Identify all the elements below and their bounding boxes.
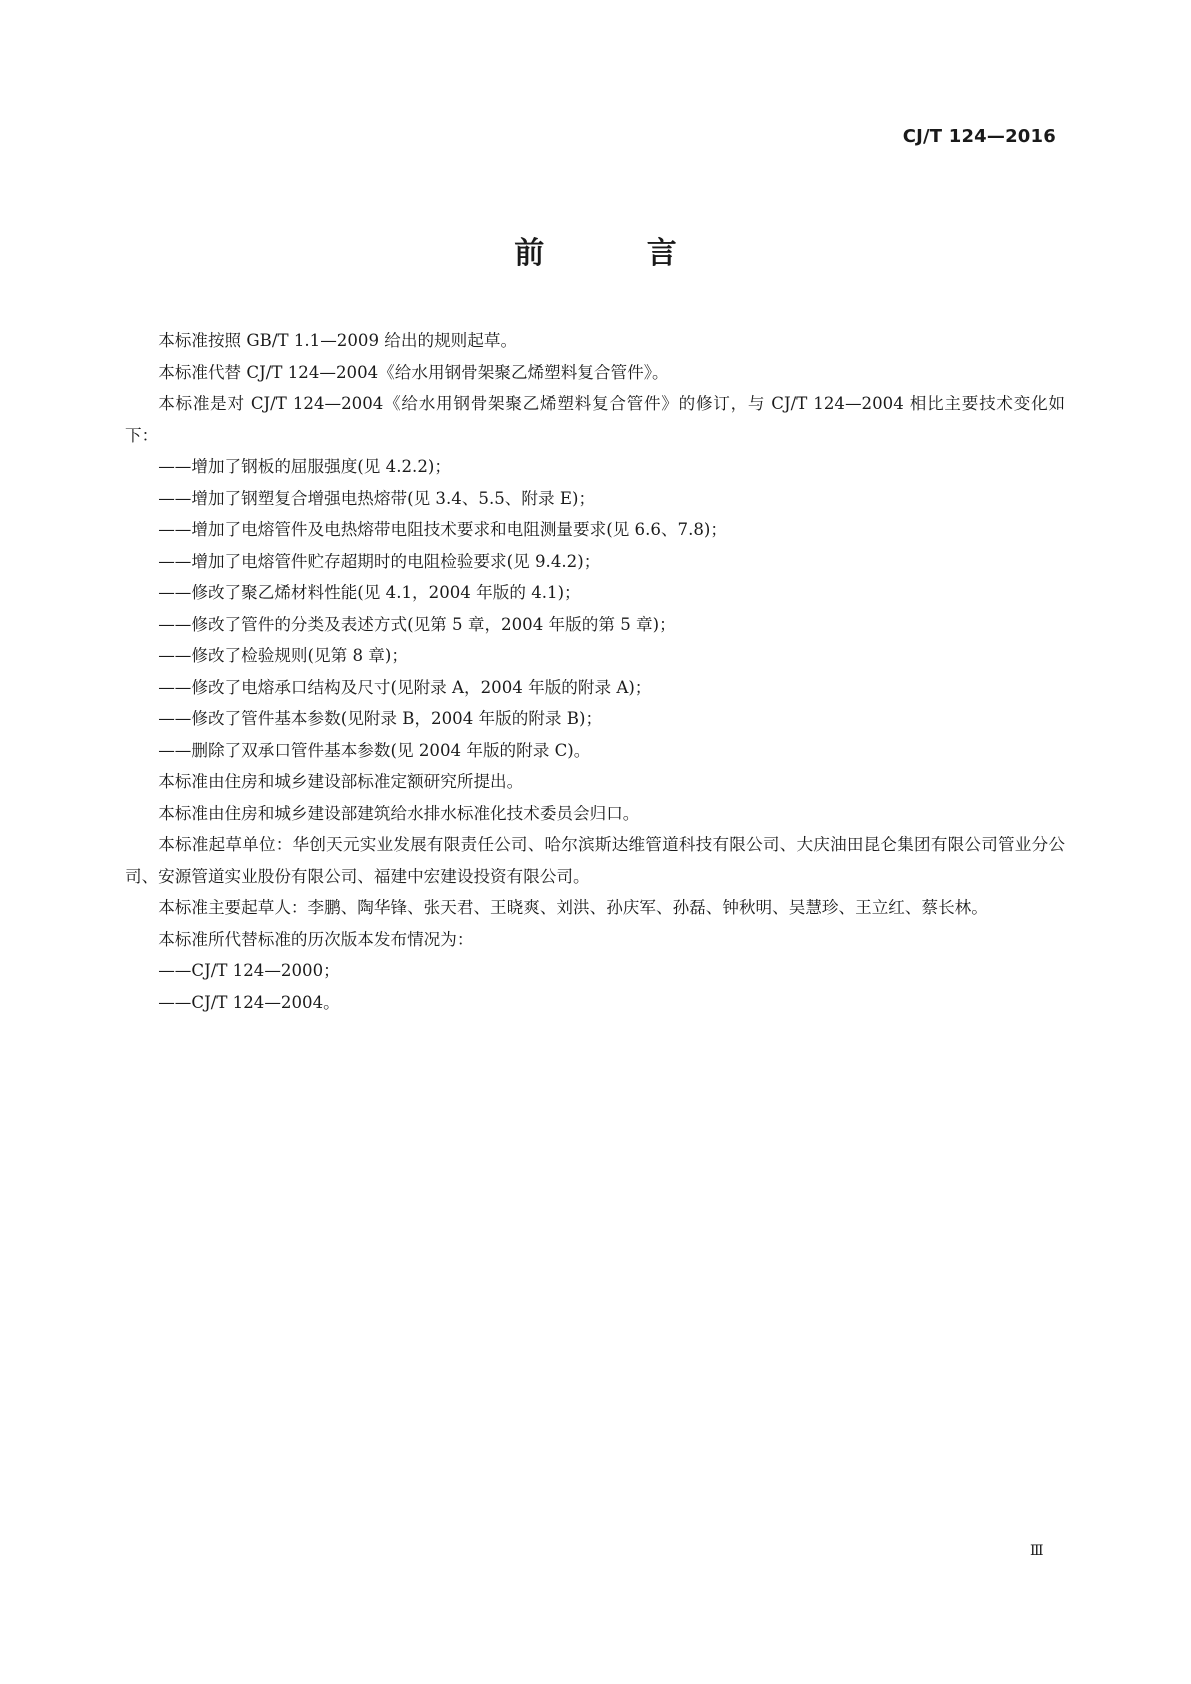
change-list-item: ——修改了电熔承口结构及尺寸(见附录 A，2004 年版的附录 A)； [158,677,652,697]
change-list-item: ——增加了钢板的屈服强度(见 4.2.2)； [158,457,451,476]
paragraph: 本标准主要起草人：李鹏、陶华锋、张天君、王晓爽、刘洪、孙庆军、孙磊、钟秋明、吴慧珍、王立红、蔡长林。 [158,898,988,917]
page-number: Ⅲ [1030,1543,1045,1559]
change-list-item: ——增加了电熔管件及电热熔带电阻技术要求和电阻测量要求(见 6.6、7.8)； [158,520,727,539]
paragraph: 本标准代替 CJ/T 124—2004《给水用钢骨架聚乙烯塑料复合管件》。 [158,362,669,382]
change-list-item: ——修改了检验规则(见第 8 章)； [158,646,408,665]
change-list-item: ——修改了聚乙烯材料性能(见 4.1，2004 年版的 4.1)； [158,583,581,602]
change-list-item: ——增加了电熔管件贮存超期时的电阻检验要求(见 9.4.2)； [158,551,601,571]
change-list-item: ——删除了双承口管件基本参数(见 2004 年版的附录 C)。 [158,740,591,760]
paragraph: 本标准由住房和城乡建设部标准定额研究所提出。 [158,772,524,791]
paragraph: 本标准由住房和城乡建设部建筑给水排水标准化技术委员会归口。 [158,803,640,823]
foreword-body [125,325,1065,1018]
page-title: 前 言 [514,236,723,271]
paragraph: 本标准按照 GB/T 1.1—2009 给出的规则起草。 [158,331,518,350]
paragraph: 本标准所代替标准的历次版本发布情况为： [158,929,474,949]
paragraph: 本标准是对 CJ/T 124—2004《给水用钢骨架聚乙烯塑料复合管件》的修订，与 CJ/T 124—2004 相比主要技术变化如下： [125,394,1065,445]
change-list-item: ——修改了管件基本参数(见附录 B，2004 年版的附录 B)； [158,709,603,728]
change-list-item: ——修改了管件的分类及表述方式(见第 5 章，2004 年版的第 5 章)； [158,614,676,634]
change-list-item: ——增加了钢塑复合增强电热熔带(见 3.4、5.5、附录 E)； [158,488,596,508]
version-list-item: ——CJ/T 124—2000； [158,961,340,980]
version-list-item: ——CJ/T 124—2004。 [158,992,340,1012]
paragraph: 本标准起草单位：华创天元实业发展有限责任公司、哈尔滨斯达维管道科技有限公司、大庆油田昆仑集团有限公司管业分公司、安源管道实业股份有限公司、福建中宏建设投资有限公司。 [125,835,1065,886]
standard-code: CJ/T 124—2016 [902,126,1056,147]
